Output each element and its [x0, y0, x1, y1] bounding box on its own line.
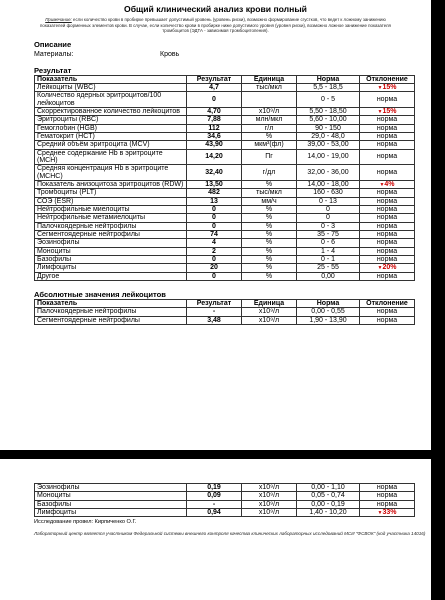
table-row: [35, 92, 415, 108]
unit-value: x10⁹/л: [242, 107, 297, 115]
unit-value: %: [242, 231, 297, 239]
absolute-table: [34, 299, 415, 325]
deviation-value: норма: [360, 239, 415, 247]
deviation-value: норма: [360, 214, 415, 222]
table-row: [35, 214, 415, 222]
deviation-value: норма: [360, 165, 415, 181]
deviation-value: норма: [360, 492, 415, 500]
deviation-text: 33%: [382, 509, 397, 517]
norm-range: 5,5 - 18,5: [297, 83, 360, 91]
norm-range: 0,00 - 0,19: [297, 500, 360, 508]
unit-value: млн/мкл: [242, 116, 297, 124]
col-header-name: Показатель: [35, 75, 187, 83]
unit-value: тыс/мкл: [242, 83, 297, 91]
indicator-name: Сегментоядерные нейтрофилы: [35, 316, 187, 324]
indicator-name: Палочкоядерные нейтрофилы: [35, 308, 187, 316]
material-value: Кровь: [160, 50, 180, 58]
norm-range: 0: [297, 214, 360, 222]
deviation-value: норма: [360, 222, 415, 230]
result-value: 0: [187, 214, 242, 222]
deviation-value: норма: [360, 247, 415, 255]
indicator-name: Моноциты: [35, 247, 187, 255]
table-row: [35, 197, 415, 205]
unit-value: x10⁹/л: [242, 316, 297, 324]
results-header-row: [35, 75, 415, 83]
material-row: [34, 51, 431, 58]
result-value: 13,50: [187, 180, 242, 188]
norm-range: 0,05 - 0,74: [297, 492, 360, 500]
indicator-name: Лейкоциты (WBC): [35, 83, 187, 91]
indicator-name: Базофилы: [35, 256, 187, 264]
report-page-2: [0, 459, 431, 600]
results-table: [34, 75, 415, 282]
absolute-heading: Абсолютные значения лейкоцитов: [34, 290, 166, 300]
norm-range: 0 - 6: [297, 239, 360, 247]
result-value: 20: [187, 264, 242, 272]
down-arrow-icon: ▼: [377, 84, 383, 91]
deviation-value: норма: [360, 484, 415, 492]
table-row: [35, 222, 415, 230]
table-row: [35, 308, 415, 316]
norm-range: 14,00 - 19,00: [297, 149, 360, 165]
indicator-name: Палочкоядерные нейтрофилы: [35, 222, 187, 230]
norm-range: 39,00 - 53,00: [297, 141, 360, 149]
norm-range: 29,0 - 48,0: [297, 132, 360, 140]
norm-range: 32,00 - 36,00: [297, 165, 360, 181]
deviation-value: норма: [360, 124, 415, 132]
unit-value: %: [242, 256, 297, 264]
deviation-value: норма: [360, 116, 415, 124]
absolute-continued-table: [34, 483, 415, 517]
indicator-name: Средний объём эритроцита (MCV): [35, 141, 187, 149]
result-value: 4,70: [187, 107, 242, 115]
table-row: [35, 256, 415, 264]
unit-value: %: [242, 264, 297, 272]
norm-range: 0,00: [297, 272, 360, 280]
deviation-text: 4%: [384, 180, 395, 188]
table-row: [35, 272, 415, 280]
result-value: 14,20: [187, 149, 242, 165]
results-heading: Результат: [34, 65, 72, 75]
result-value: 0,19: [187, 484, 242, 492]
norm-range: 0 - 5: [297, 92, 360, 108]
col-header-unit: Единица: [242, 75, 297, 83]
col-header-deviation: Отклонение: [360, 300, 415, 308]
unit-value: %: [242, 272, 297, 280]
result-value: 3,48: [187, 316, 242, 324]
indicator-name: Моноциты: [35, 492, 187, 500]
unit-value: x10⁹/л: [242, 484, 297, 492]
unit-value: %: [242, 247, 297, 255]
indicator-name: Количество ядерных эритроцитов/100 лейкоцитов: [35, 92, 187, 108]
result-value: 2: [187, 247, 242, 255]
norm-range: 0,00 - 0,55: [297, 308, 360, 316]
lab-note: Лабораторный центр является участником Федеральной системы внешнего контроля качества клинических лабораторных исследований МСИ "ФСВОК" (код участника 14016): [34, 531, 426, 537]
table-row: [35, 264, 415, 272]
deviation-text: 15%: [382, 107, 397, 115]
deviation-value: норма: [360, 316, 415, 324]
result-value: 32,40: [187, 165, 242, 181]
norm-range: 35 - 75: [297, 231, 360, 239]
indicator-name: Эозинофилы: [35, 239, 187, 247]
table-row: [35, 116, 415, 124]
unit-value: г/л: [242, 124, 297, 132]
table-row: [35, 124, 415, 132]
norm-range: 1,40 - 10,20: [297, 509, 360, 517]
table-row: [35, 316, 415, 324]
indicator-name: Другое: [35, 272, 187, 280]
indicator-name: Лимфоциты: [35, 509, 187, 517]
table-row: [35, 132, 415, 140]
table-row: [35, 149, 415, 165]
unit-value: x10⁹/л: [242, 509, 297, 517]
indicator-name: Скорректированное количество лейкоцитов: [35, 107, 187, 115]
deviation-value: норма: [360, 92, 415, 108]
description-heading: Описание: [34, 39, 72, 49]
unit-value: %: [242, 132, 297, 140]
norm-range: 0 - 1: [297, 256, 360, 264]
indicator-name: Нейтрофильные метамиелоциты: [35, 214, 187, 222]
deviation-value: [360, 509, 415, 517]
absolute-header-row: [35, 300, 415, 308]
norm-range: 160 - 630: [297, 189, 360, 197]
unit-value: %: [242, 239, 297, 247]
note-text: если количество крови в пробирке превышает допустимый уровень (уровень риски), возможно формирование сгустков, что ведет к ложному занижению показателей форменных элементов крови. В случае, если количество крови в пробирке ниже допустимого уровня (уровня риски), возможно ложное занижение показателя тромбоцитов (ЭДТА - зависимая тромбоцитопения).: [40, 17, 391, 33]
deviation-value: норма: [360, 272, 415, 280]
indicator-name: Эритроциты (RBC): [35, 116, 187, 124]
unit-value: %: [242, 180, 297, 188]
result-value: 34,6: [187, 132, 242, 140]
result-value: -: [187, 500, 242, 508]
norm-range: 0,00 - 1,10: [297, 484, 360, 492]
unit-value: [242, 92, 297, 108]
unit-value: г/дл: [242, 165, 297, 181]
col-header-norm: Норма: [297, 300, 360, 308]
indicator-name: Лимфоциты: [35, 264, 187, 272]
col-header-name: Показатель: [35, 300, 187, 308]
indicator-name: Тромбоциты (PLT): [35, 189, 187, 197]
norm-range: 1,90 - 13,90: [297, 316, 360, 324]
col-header-result: Результат: [187, 300, 242, 308]
table-row: [35, 189, 415, 197]
unit-value: x10⁹/л: [242, 492, 297, 500]
note-label: Примечание:: [45, 17, 72, 22]
result-value: 74: [187, 231, 242, 239]
table-row: [35, 500, 415, 508]
down-arrow-icon: ▼: [377, 510, 383, 517]
result-value: 4,7: [187, 83, 242, 91]
table-row: [35, 239, 415, 247]
unit-value: мкм³(фл): [242, 141, 297, 149]
indicator-name: Гематокрит (HCT): [35, 132, 187, 140]
deviation-value: норма: [360, 500, 415, 508]
unit-value: %: [242, 214, 297, 222]
down-arrow-icon: ▼: [377, 265, 383, 272]
indicator-name: Эозинофилы: [35, 484, 187, 492]
norm-range: 0: [297, 206, 360, 214]
deviation-value: [360, 264, 415, 272]
result-value: 482: [187, 189, 242, 197]
deviation-value: [360, 83, 415, 91]
col-header-norm: Норма: [297, 75, 360, 83]
col-header-deviation: Отклонение: [360, 75, 415, 83]
norm-range: 5,60 - 10,00: [297, 116, 360, 124]
unit-value: %: [242, 222, 297, 230]
unit-value: мм/ч: [242, 197, 297, 205]
result-value: 0: [187, 222, 242, 230]
norm-range: 25 - 55: [297, 264, 360, 272]
deviation-value: норма: [360, 141, 415, 149]
deviation-value: норма: [360, 308, 415, 316]
norm-range: 1 - 4: [297, 247, 360, 255]
norm-range: 5,50 - 18,50: [297, 107, 360, 115]
indicator-name: Средняя концентрация Hb в эритроците (MCHC): [35, 165, 187, 181]
col-header-result: Результат: [187, 75, 242, 83]
table-row: [35, 83, 415, 91]
deviation-value: норма: [360, 256, 415, 264]
table-row: [35, 231, 415, 239]
deviation-value: норма: [360, 231, 415, 239]
unit-value: %: [242, 206, 297, 214]
table-row: [35, 206, 415, 214]
deviation-value: [360, 107, 415, 115]
indicator-name: Среднее содержание Hb в эритроците (MCH): [35, 149, 187, 165]
indicator-name: Сегментоядерные нейтрофилы: [35, 231, 187, 239]
table-row: [35, 107, 415, 115]
result-value: 0: [187, 92, 242, 108]
down-arrow-icon: ▼: [379, 181, 385, 188]
table-row: [35, 484, 415, 492]
table-row: [35, 247, 415, 255]
deviation-value: [360, 180, 415, 188]
report-title: Общий клинический анализ крови полный: [124, 4, 307, 14]
result-value: 7,88: [187, 116, 242, 124]
norm-range: 14,00 - 18,00: [297, 180, 360, 188]
table-row: [35, 492, 415, 500]
norm-range: 0 - 3: [297, 222, 360, 230]
result-value: -: [187, 308, 242, 316]
table-row: [35, 180, 415, 188]
deviation-value: норма: [360, 149, 415, 165]
table-row: [35, 165, 415, 181]
result-value: 4: [187, 239, 242, 247]
deviation-value: норма: [360, 189, 415, 197]
material-label: Материалы:: [34, 50, 74, 58]
deviation-value: норма: [360, 206, 415, 214]
norm-range: 0 - 13: [297, 197, 360, 205]
deviation-value: норма: [360, 197, 415, 205]
result-value: 43,90: [187, 141, 242, 149]
result-value: 13: [187, 197, 242, 205]
deviation-text: 15%: [382, 83, 397, 91]
norm-range: 90 - 150: [297, 124, 360, 132]
indicator-name: СОЭ (ESR): [35, 197, 187, 205]
performed-by: Исследование провел: Кирпиченко О.Г.: [34, 519, 137, 526]
result-value: 0: [187, 206, 242, 214]
deviation-value: норма: [360, 132, 415, 140]
col-header-unit: Единица: [242, 300, 297, 308]
unit-value: x10⁹/л: [242, 500, 297, 508]
result-value: 0,09: [187, 492, 242, 500]
unit-value: Пг: [242, 149, 297, 165]
report-note: [34, 17, 397, 34]
result-value: 0: [187, 256, 242, 264]
table-row: [35, 141, 415, 149]
deviation-text: 20%: [382, 264, 397, 272]
result-value: 112: [187, 124, 242, 132]
table-row: [35, 509, 415, 517]
result-value: 0,94: [187, 509, 242, 517]
unit-value: тыс/мкл: [242, 189, 297, 197]
indicator-name: Нейтрофильные миелоциты: [35, 206, 187, 214]
down-arrow-icon: ▼: [377, 108, 383, 115]
indicator-name: Гемоглобин (HGB): [35, 124, 187, 132]
unit-value: x10⁹/л: [242, 308, 297, 316]
indicator-name: Базофилы: [35, 500, 187, 508]
result-value: 0: [187, 272, 242, 280]
indicator-name: Показатель анизоцитоза эритроцитов (RDW): [35, 180, 187, 188]
